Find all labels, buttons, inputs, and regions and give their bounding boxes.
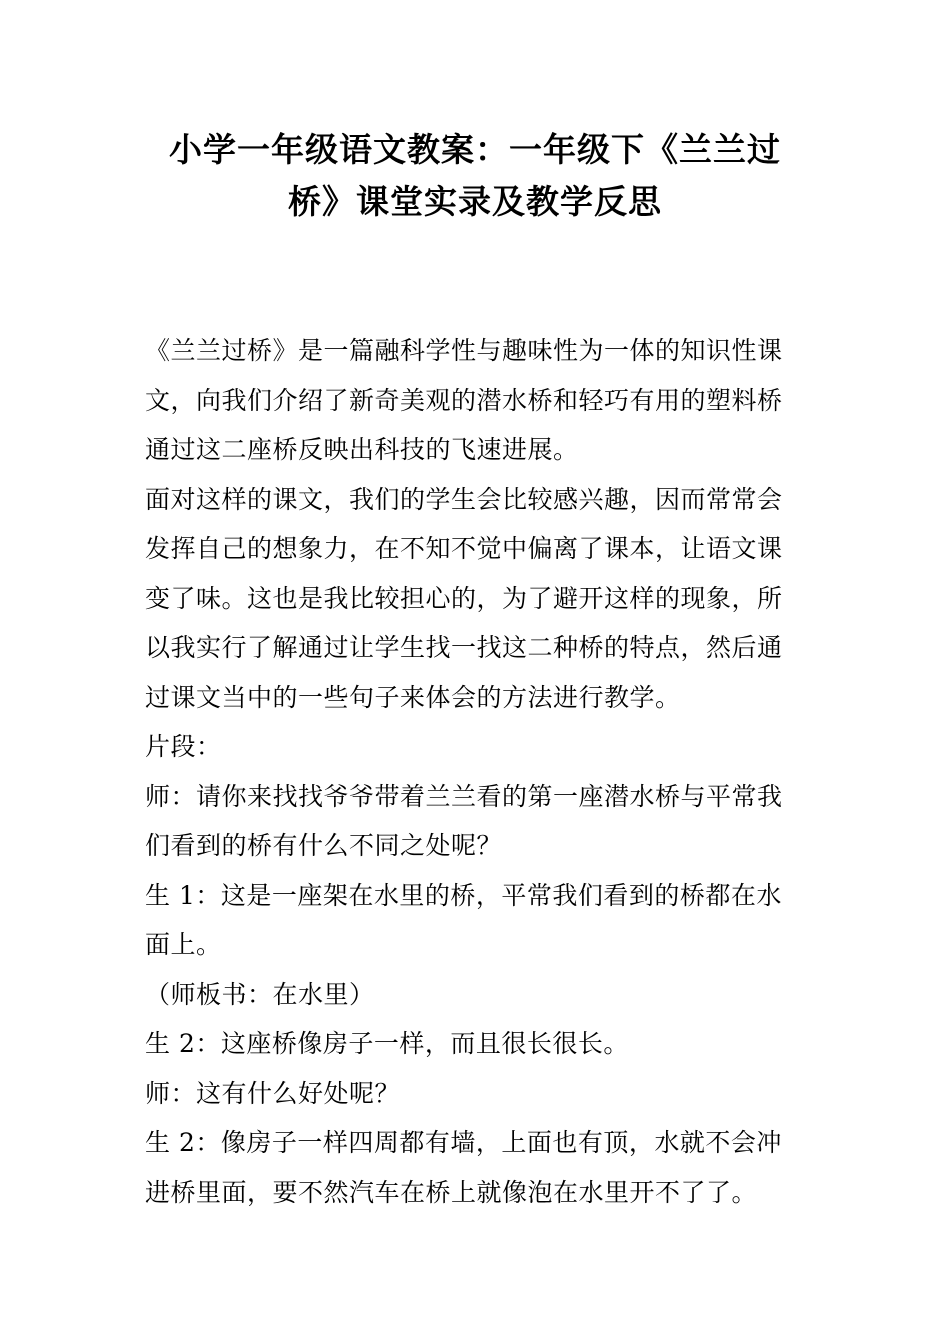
body-line: 片段：: [145, 732, 222, 761]
body-line: 过课文当中的一些句子来体会的方法进行教学。: [145, 682, 681, 712]
body-line: 《兰兰过桥》是一篇融科学性与趣味性为一体的知识性课: [145, 336, 783, 365]
body-line: 生 2：这座桥像房子一样，而且很长很长。: [145, 1029, 629, 1058]
body-line: 生 2：像房子一样四周都有墙，上面也有顶，水就不会冲: [145, 1128, 782, 1157]
body-line: 文，向我们介绍了新奇美观的潜水桥和轻巧有用的塑料桥: [145, 385, 783, 415]
body-line: 生 1：这是一座架在水里的桥，平常我们看到的桥都在水: [145, 880, 782, 910]
body-line: 通过这二座桥反映出科技的飞速进展。: [145, 435, 579, 464]
body-line: 进桥里面，要不然汽车在桥上就像泡在水里开不了了。: [145, 1177, 758, 1207]
document-title: [140, 124, 810, 228]
body-line: 们看到的桥有什么不同之处呢？: [145, 831, 503, 860]
body-line: （师板书：在水里）: [145, 979, 375, 1009]
body-line: 师：这有什么好处呢？: [145, 1078, 401, 1108]
document-body: [145, 326, 810, 1217]
body-line: 师：请你来找找爷爷带着兰兰看的第一座潜水桥与平常我: [145, 781, 783, 811]
title-line-2: 桥》课堂实录及教学反思: [288, 182, 662, 221]
body-line: 面对这样的课文，我们的学生会比较感兴趣，因而常常会: [145, 484, 783, 514]
body-line: 以我实行了解通过让学生找一找这二种桥的特点，然后通: [145, 633, 783, 662]
body-line: 发挥自己的想象力，在不知不觉中偏离了课本，让语文课: [145, 534, 783, 563]
body-line: 变了味。这也是我比较担心的，为了避开这样的现象，所: [145, 583, 783, 613]
title-line-1: 小学一年级语文教案：一年级下《兰兰过: [169, 130, 781, 169]
body-line: 面上。: [145, 930, 222, 959]
